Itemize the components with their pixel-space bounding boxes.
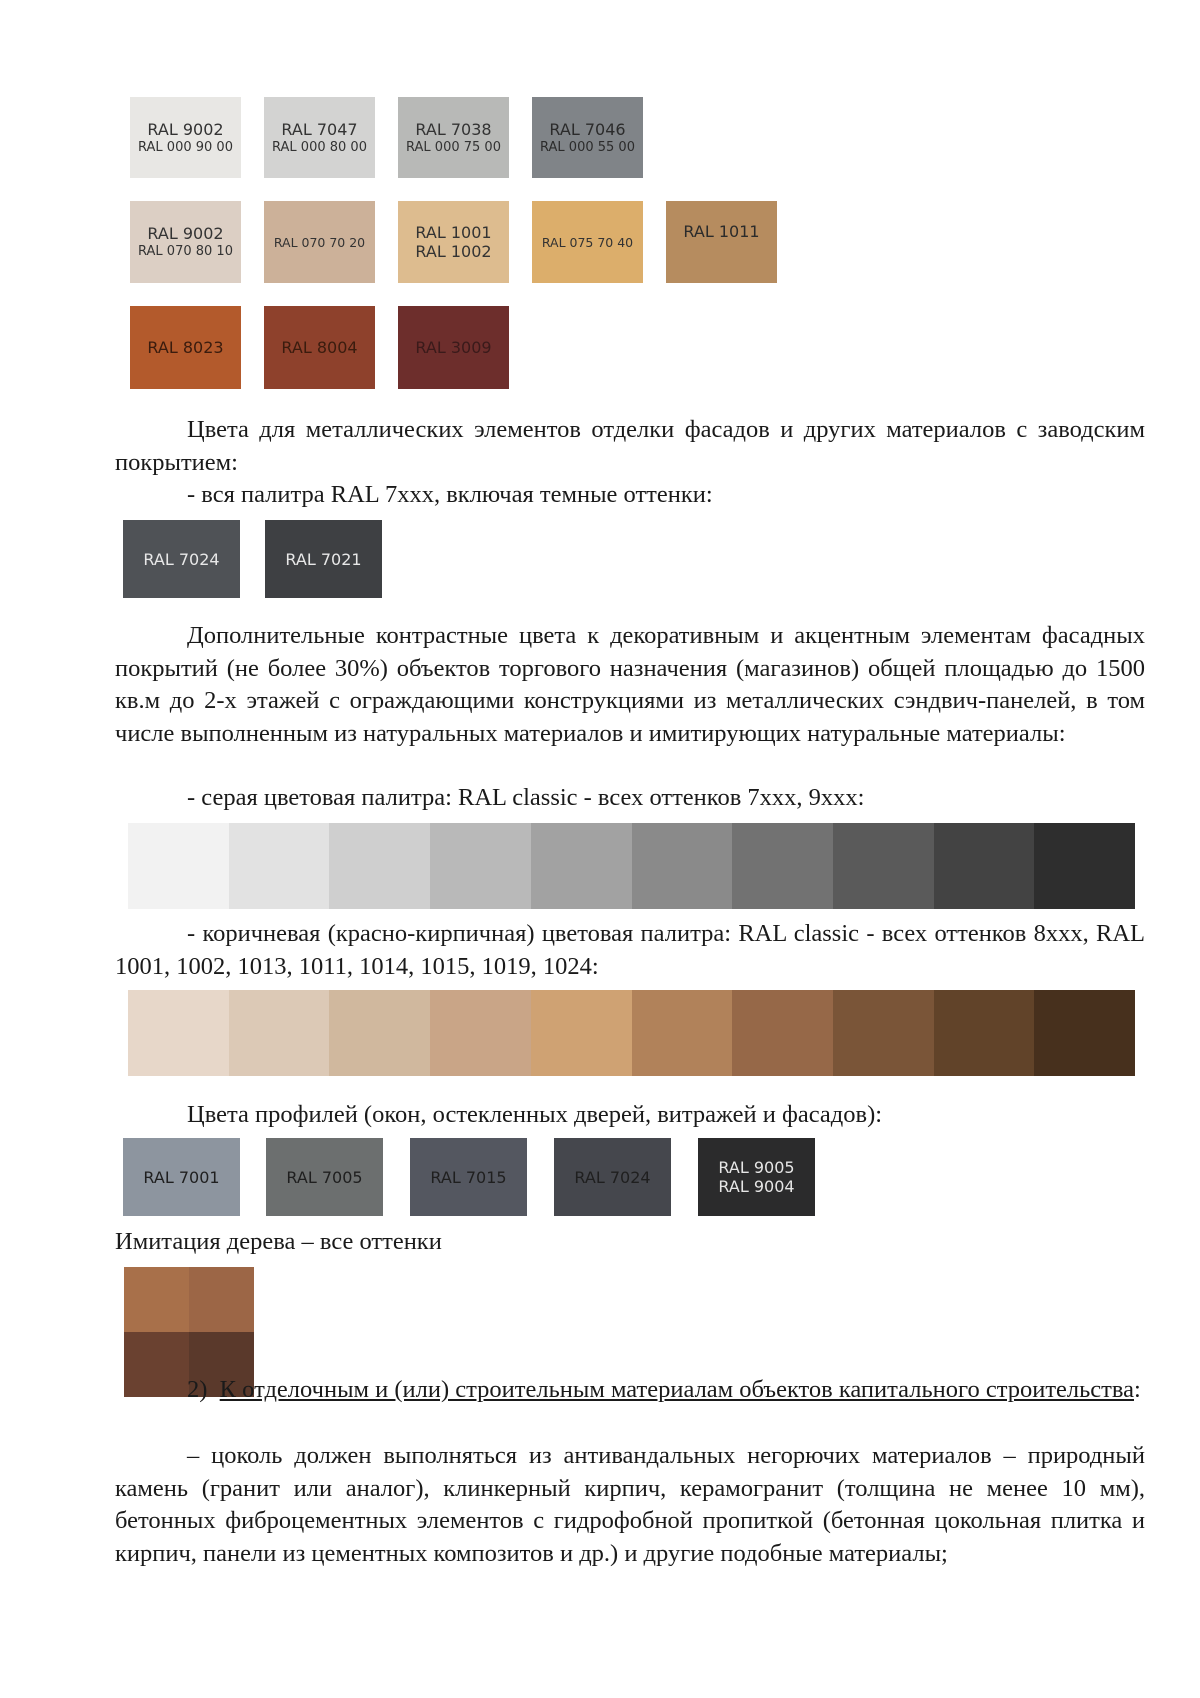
brown-swatch-cell-7 — [732, 990, 833, 1076]
paragraph-plinth-materials: – цоколь должен выполняться из антивандальных негорючих материалов – природный камень (гранит или аналог), клинкерный кирпич, керамогранит (толщина не менее 10 мм), бетонных фиброцементных элементов с гидрофобной пропиткой (бетонная цокольная плитка и кирпич, панели из цементных композитов и др.) и другие подобные материалы; — [115, 1442, 1145, 1567]
swatch-code-secondary: RAL 1002 — [415, 242, 492, 261]
brown-palette-strip — [128, 990, 1135, 1076]
swatch-code: RAL 7005 — [286, 1167, 363, 1187]
swatch-code: RAL 7001 — [143, 1167, 220, 1187]
paragraph-brown-palette: - коричневая (красно-кирпичная) цветовая палитра: RAL classic - всех оттенков 8xxx, RAL 1001, 1002, 1013, 1011, 1014, 1015, 1019, 1024: — [115, 920, 1145, 980]
swatch-code: RAL 3009 — [415, 338, 492, 357]
brown-swatch-cell-9 — [934, 990, 1035, 1076]
swatch-code: RAL 7021 — [285, 549, 362, 569]
paragraph-wood-imitation: Имитация дерева – все оттенки — [115, 1228, 442, 1255]
swatch-code: RAL 1001 — [415, 223, 492, 242]
brown-swatch-cell-6 — [632, 990, 733, 1076]
swatch-code-secondary: RAL 000 55 00 — [540, 139, 635, 155]
gray-swatch-cell-6 — [632, 823, 733, 909]
swatch-ral-8023 — [130, 306, 241, 389]
swatch-code: RAL 8004 — [281, 338, 358, 357]
section-title: К отделочным и (или) строительным материалам объектов капитального строительства — [219, 1376, 1134, 1403]
brown-swatch-cell-5 — [531, 990, 632, 1076]
swatch-code: RAL 9005 — [718, 1158, 795, 1177]
swatch-code: RAL 070 70 20 — [273, 234, 366, 250]
paragraph-metal-elements: Цвета для металлических элементов отделки фасадов и других материалов с заводским покрытием: — [115, 416, 1145, 476]
gray-swatch-cell-10 — [1034, 823, 1135, 909]
gray-palette-strip — [128, 823, 1135, 909]
swatch-ral-070-70-20 — [264, 201, 375, 283]
swatch-code: RAL 7038 — [415, 119, 492, 139]
gray-swatch-cell-3 — [329, 823, 430, 909]
swatch-ral-075-70-40 — [532, 201, 643, 283]
section-colon: : — [1134, 1376, 1141, 1403]
swatch-code: RAL 7015 — [430, 1167, 507, 1187]
swatch-ral-8004 — [264, 306, 375, 389]
gray-swatch-cell-8 — [833, 823, 934, 909]
swatch-ral-7015 — [410, 1138, 527, 1216]
gray-swatch-cell-7 — [732, 823, 833, 909]
swatch-code: RAL 1011 — [683, 222, 760, 241]
swatch-code: RAL 7024 — [143, 549, 220, 569]
paragraph-profile-colors: Цвета профилей (окон, остекленных дверей, витражей и фасадов): — [187, 1101, 883, 1128]
section-number: 2) — [187, 1376, 208, 1403]
wood-swatch-cell-2 — [189, 1267, 254, 1332]
swatch-ral-7038 — [398, 97, 509, 178]
brown-swatch-cell-8 — [833, 990, 934, 1076]
swatch-code: RAL 075 70 40 — [541, 234, 634, 250]
swatch-code: RAL 9002 — [147, 119, 224, 139]
gray-swatch-cell-1 — [128, 823, 229, 909]
gray-swatch-cell-2 — [229, 823, 330, 909]
paragraph-contrast-colors: Дополнительные контрастные цвета к декоративным и акцентным элементам фасадных покрытий (не более 30%) объектов торгового назначения (магазинов) общей площадью до 1500 кв.м до 2-х этажей с ограждающими конструкциями из металлических сэндвич-панелей, в том числе выполненным из натуральных материалов и имитирующих натуральные материалы: — [115, 622, 1145, 747]
swatch-code-secondary: RAL 000 90 00 — [138, 139, 233, 155]
swatch-code-secondary: RAL 9004 — [718, 1177, 795, 1196]
brown-swatch-cell-2 — [229, 990, 330, 1076]
swatch-ral-7024-dark — [123, 520, 240, 598]
swatch-code-secondary: RAL 070 80 10 — [138, 244, 233, 259]
swatch-ral-9005-9004 — [698, 1138, 815, 1216]
brown-swatch-cell-1 — [128, 990, 229, 1076]
swatch-ral-1011 — [666, 201, 777, 283]
swatch-code: RAL 7024 — [574, 1167, 651, 1187]
swatch-code-secondary: RAL 000 75 00 — [406, 139, 501, 155]
brown-swatch-cell-10 — [1034, 990, 1135, 1076]
swatch-code-secondary: RAL 000 80 00 — [272, 139, 367, 155]
swatch-ral-1001-1002 — [398, 201, 509, 283]
section-2-heading — [115, 1374, 1145, 1407]
swatch-ral-9002-beige — [130, 201, 241, 283]
gray-swatch-cell-9 — [934, 823, 1035, 909]
brown-swatch-cell-4 — [430, 990, 531, 1076]
swatch-code: RAL 7046 — [549, 119, 626, 139]
brown-swatch-cell-3 — [329, 990, 430, 1076]
gray-swatch-cell-5 — [531, 823, 632, 909]
swatch-ral-7024-profile — [554, 1138, 671, 1216]
list-item-gray-palette: - серая цветовая палитра: RAL classic - всех оттенков 7xxx, 9xxx: — [187, 784, 865, 811]
swatch-ral-7005 — [266, 1138, 383, 1216]
swatch-ral-7046 — [532, 97, 643, 178]
swatch-code: RAL 7047 — [281, 119, 358, 139]
wood-swatch-cell-1 — [124, 1267, 189, 1332]
swatch-ral-3009 — [398, 306, 509, 389]
swatch-code: RAL 8023 — [147, 338, 224, 357]
list-item-ral-7xxx: - вся палитра RAL 7xxx, включая темные оттенки: — [187, 481, 713, 508]
swatch-ral-7047 — [264, 97, 375, 178]
gray-swatch-cell-4 — [430, 823, 531, 909]
swatch-ral-7001 — [123, 1138, 240, 1216]
swatch-ral-9002-grey — [130, 97, 241, 178]
swatch-code: RAL 9002 — [147, 224, 224, 243]
swatch-ral-7021 — [265, 520, 382, 598]
